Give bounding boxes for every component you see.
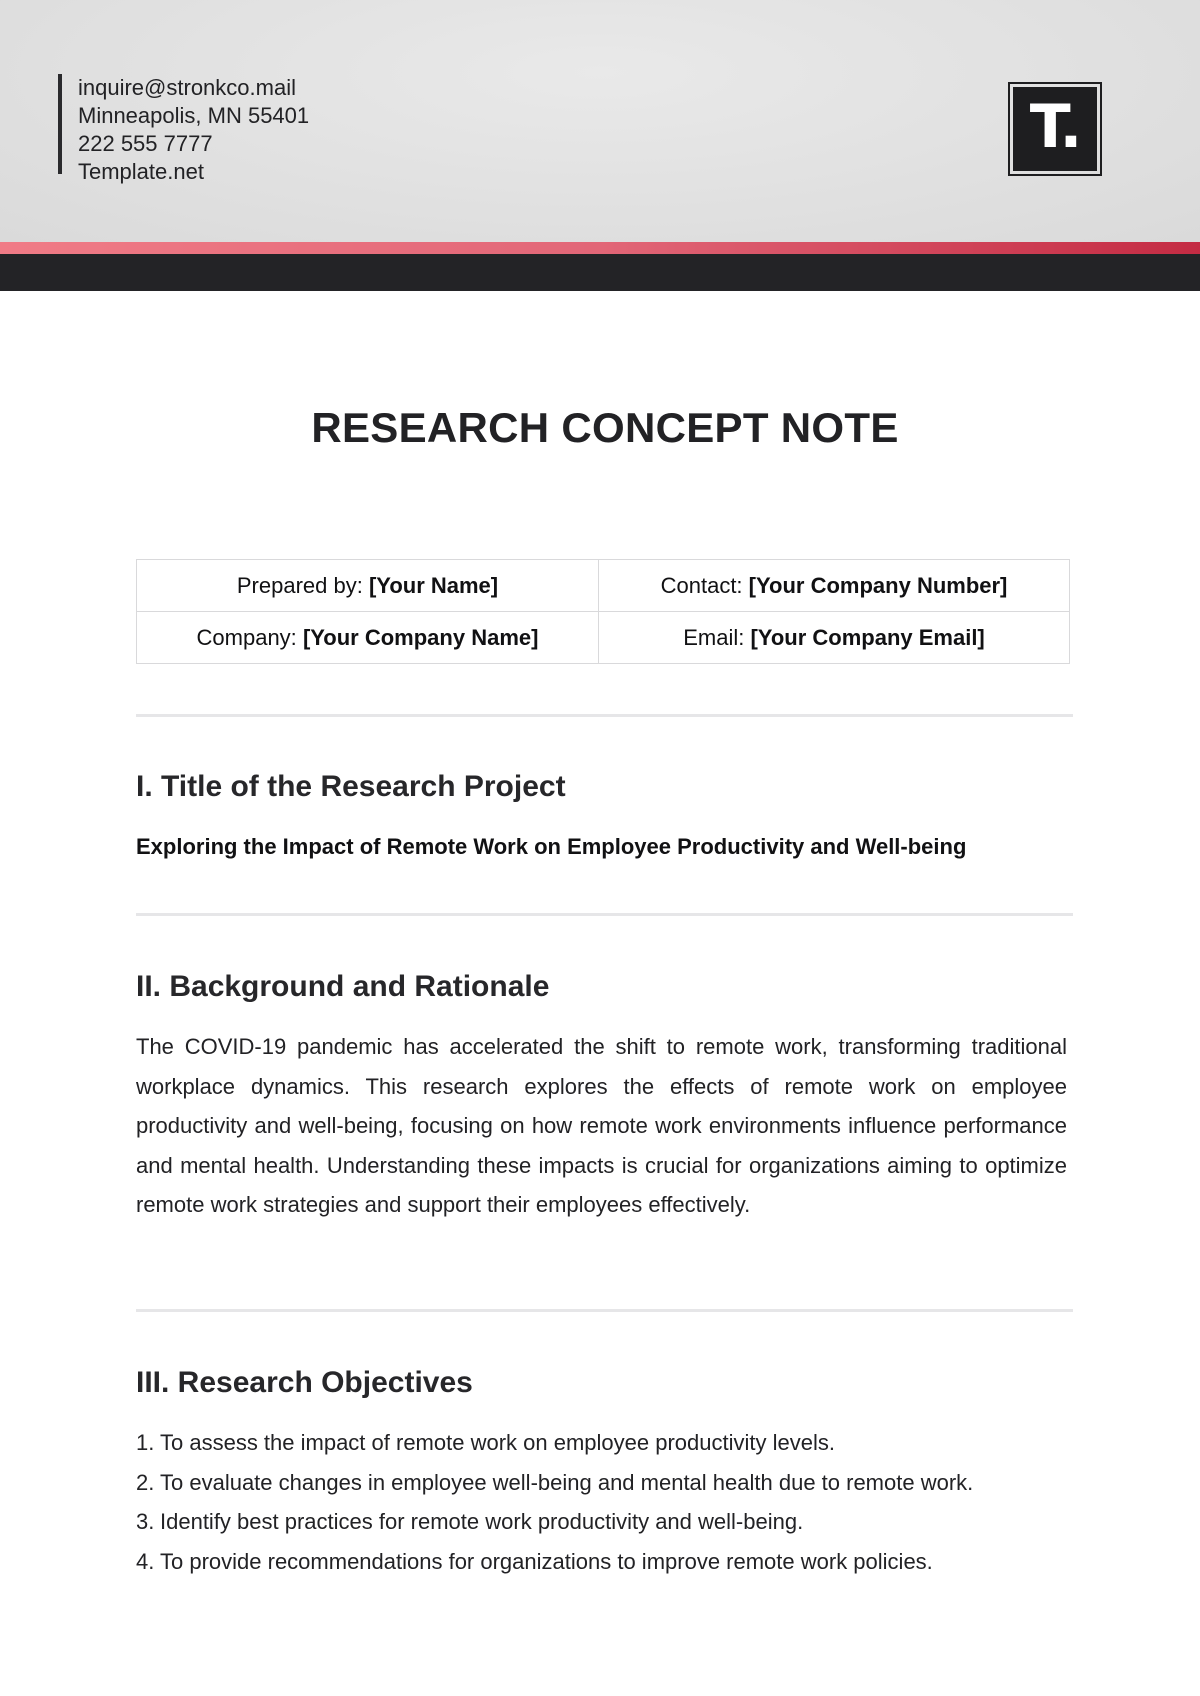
page-title: RESEARCH CONCEPT NOTE <box>311 404 899 451</box>
email-label: Email: <box>683 624 745 650</box>
letterhead <box>0 0 1200 242</box>
section-divider <box>136 1309 1073 1312</box>
list-text: To assess the impact of remote work on employee productivity levels. <box>160 1430 835 1455</box>
contact-value: [Your Company Number] <box>748 572 1008 598</box>
research-project-title: Exploring the Impact of Remote Work on Employee Productivity and Well-being <box>136 834 967 859</box>
info-table <box>136 559 1070 664</box>
section-divider <box>136 714 1073 717</box>
list-number: 4. <box>136 1548 155 1574</box>
logo-mark <box>1013 87 1097 171</box>
list-text: To evaluate changes in employee well-being and mental health due to remote work. <box>160 1469 974 1495</box>
company-logo <box>1008 82 1102 176</box>
list-number: 3. <box>136 1509 155 1534</box>
list-item <box>136 1423 1076 1463</box>
section-heading-title: I. Title of the Research Project <box>136 770 566 803</box>
list-item <box>136 1502 1076 1542</box>
list-text: Identify best practices for remote work productivity and well-being. <box>160 1509 804 1534</box>
list-number: 1. <box>136 1430 155 1455</box>
contact-block <box>58 74 310 184</box>
contact-phone: 222 555 7777 <box>78 131 213 156</box>
accent-band <box>0 242 1200 254</box>
objectives-list <box>136 1423 1076 1581</box>
prepared-by-label: Prepared by: <box>236 572 363 598</box>
section-heading-objectives: III. Research Objectives <box>136 1366 473 1399</box>
contact-label: Contact: <box>660 572 743 598</box>
prepared-by-value: [Your Name] <box>368 572 499 598</box>
contact-website: Template.net <box>78 159 204 184</box>
logo-text: T. <box>1029 92 1081 162</box>
list-text: To provide recommendations for organizations to improve remote work policies. <box>160 1548 933 1574</box>
email-cell <box>599 612 1070 664</box>
company-label: Company: <box>196 624 297 650</box>
dark-band <box>0 254 1200 291</box>
prepared-by-cell <box>137 560 599 612</box>
contact-cell <box>599 560 1070 612</box>
email-value: [Your Company Email] <box>750 624 985 650</box>
table-row <box>137 612 1070 664</box>
section-heading-background: II. Background and Rationale <box>136 970 550 1003</box>
list-item <box>136 1542 1076 1582</box>
section-divider <box>136 913 1073 916</box>
table-row <box>137 560 1070 612</box>
list-number: 2. <box>136 1469 155 1495</box>
company-cell <box>137 612 599 664</box>
contact-email: inquire@stronkco.mail <box>78 75 296 100</box>
background-paragraph: The COVID-19 pandemic has accelerated the shift to remote work, transforming traditional workplace dynamics. This research explores the effects of remote work on employee productivity and well-being, focusing on how remote work environments influence performance and mental health. Understanding these impacts is crucial for organizations aiming to optimize remote work strategies and support their employees effectively. <box>136 1034 1067 1217</box>
contact-address: Minneapolis, MN 55401 <box>78 103 310 128</box>
list-item <box>136 1463 1076 1503</box>
company-value: [Your Company Name] <box>302 624 539 650</box>
